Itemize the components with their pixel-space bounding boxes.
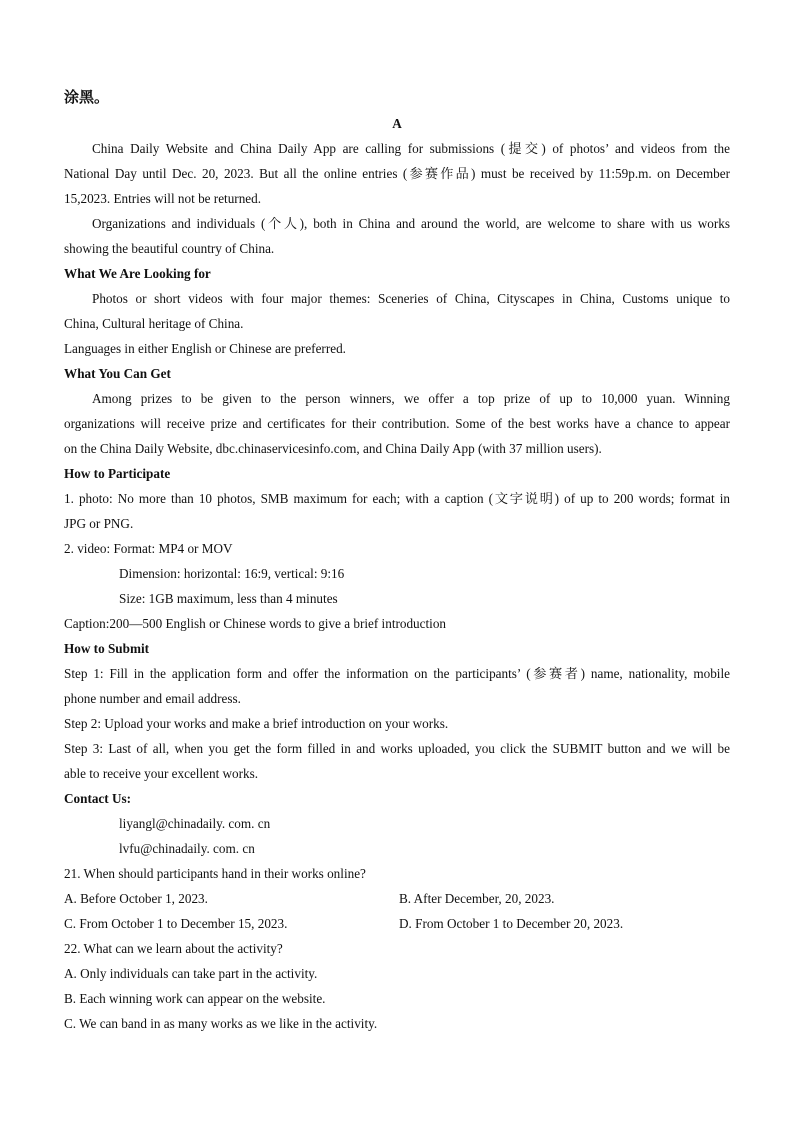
can-get-line-1: Among prizes to be given to the person winners, we offer a top prize of up to 10,000 yuan. Winning [92, 391, 730, 406]
step2-line: Step 2: Upload your works and make a brief introduction on your works. [64, 716, 449, 731]
q22-option-b: B. Each winning work can appear on the website. [64, 991, 326, 1006]
q21-option-d: D. From October 1 to December 20, 2023. [399, 916, 624, 931]
contact-email-2: lvfu@chinadaily. com. cn [119, 841, 255, 856]
photo-line-2: JPG or PNG. [64, 516, 134, 531]
photo-line-1: 1. photo: No more than 10 photos, SMB maximum for each; with a caption (文字说明) of up to 200 words; format in [64, 491, 730, 506]
passage-title: A [392, 116, 402, 131]
dimension-line: Dimension: horizontal: 16:9, vertical: 9:16 [119, 566, 345, 581]
top-fragment: 涂黑。 [64, 90, 110, 106]
contact-email-1: liyangl@chinadaily. com. cn [119, 816, 271, 831]
intro-p2-line-1: Organizations and individuals (个人), both in China and around the world, are welcome to share with us works [92, 216, 730, 231]
can-get-line-3: on the China Daily Website, dbc.chinaservicesinfo.com, and China Daily App (with 37 million users). [64, 441, 602, 456]
q22-option-c: C. We can band in as many works as we like in the activity. [64, 1016, 378, 1031]
q22-option-a: A. Only individuals can take part in the activity. [64, 966, 318, 981]
q21-stem: 21. When should participants hand in their works online? [64, 866, 366, 881]
step3-line-2: able to receive your excellent works. [64, 766, 259, 781]
intro-p2-line-2: showing the beautiful country of China. [64, 241, 275, 256]
caption-line: Caption:200—500 English or Chinese words to give a brief introduction [64, 616, 447, 631]
step1-line-1: Step 1: Fill in the application form and offer the information on the participants’ (参赛者) name, nationality, mobile [64, 666, 730, 681]
q21-option-a: A. Before October 1, 2023. [64, 891, 208, 906]
step3-line-1: Step 3: Last of all, when you get the form filled in and works uploaded, you click the SUBMIT button and we will be [64, 741, 730, 756]
languages-line: Languages in either English or Chinese are preferred. [64, 341, 346, 356]
step1-line-2: phone number and email address. [64, 691, 241, 706]
intro-line-1: China Daily Website and China Daily App are calling for submissions (提交) of photos’ and videos from the [92, 141, 730, 156]
can-get-line-2: organizations will receive prize and certificates for their contribution. Some of the best works have a chance to appear [64, 416, 730, 431]
looking-for-line-2: China, Cultural heritage of China. [64, 316, 244, 331]
size-line: Size: 1GB maximum, less than 4 minutes [119, 591, 338, 606]
q21-option-b: B. After December, 20, 2023. [399, 891, 555, 906]
contact-heading: Contact Us: [64, 791, 132, 806]
can-get-heading: What You Can Get [64, 366, 171, 381]
video-line: 2. video: Format: MP4 or MOV [64, 541, 233, 556]
q22-stem: 22. What can we learn about the activity? [64, 941, 283, 956]
looking-for-line-1: Photos or short videos with four major themes: Sceneries of China, Cityscapes in China, Customs unique to [92, 291, 730, 306]
submit-heading: How to Submit [64, 641, 149, 656]
looking-for-heading: What We Are Looking for [64, 266, 211, 281]
intro-line-2: National Day until Dec. 20, 2023. But all the online entries (参赛作品) must be received by 11:59p.m. on December [64, 166, 730, 181]
participate-heading: How to Participate [64, 466, 171, 481]
q21-option-c: C. From October 1 to December 15, 2023. [64, 916, 288, 931]
intro-line-3: 15,2023. Entries will not be returned. [64, 191, 262, 206]
